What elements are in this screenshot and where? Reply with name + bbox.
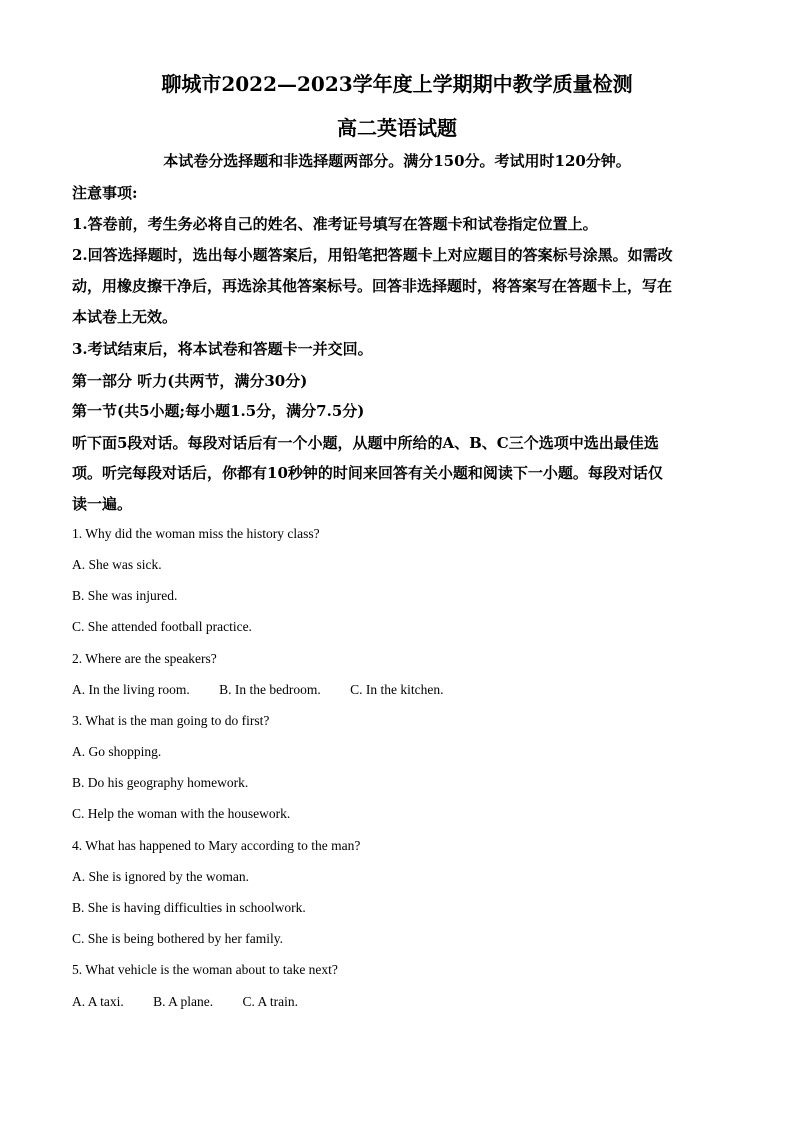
question-1-option-c: C. She attended football practice. bbox=[72, 619, 252, 634]
question-4-option-b: B. She is having difficulties in schoolwork. bbox=[72, 900, 306, 915]
exam-subtitle: 高二英语试题 bbox=[337, 116, 457, 140]
question-2-options bbox=[72, 682, 469, 698]
question-3-option-a: A. Go shopping. bbox=[72, 744, 162, 759]
question-1-option-a: A. She was sick. bbox=[72, 557, 162, 572]
question-4-option-c: C. She is being bothered by her family. bbox=[72, 931, 283, 946]
question-3-option-c: C. Help the woman with the housework. bbox=[72, 806, 291, 821]
question-2-stem: 2. Where are the speakers? bbox=[72, 651, 217, 666]
notes-item-3: 3.考试结束后，将本试卷和答题卡一并交回。 bbox=[72, 340, 373, 358]
question-4-stem: 4. What has happened to Mary according to the man? bbox=[72, 838, 361, 853]
section-part-heading: 第一部分 听力(共两节，满分30分) bbox=[72, 372, 308, 390]
question-5-option-c: C. A train. bbox=[242, 994, 299, 1009]
question-5-option-b: B. A plane. bbox=[153, 994, 214, 1009]
question-3-option-b: B. Do his geography homework. bbox=[72, 775, 249, 790]
exam-page bbox=[72, 0, 722, 1123]
question-2-option-a: A. In the living room. bbox=[72, 682, 190, 697]
question-2-option-b: B. In the bedroom. bbox=[219, 682, 321, 697]
question-5-option-a: A. A taxi. bbox=[72, 994, 124, 1009]
question-2-option-c: C. In the kitchen. bbox=[350, 682, 444, 697]
question-1-option-b: B. She was injured. bbox=[72, 588, 178, 603]
notes-item-2-line-3: 本试卷上无效。 bbox=[72, 308, 178, 326]
notes-heading: 注意事项: bbox=[72, 184, 138, 202]
notes-item-2-line-1 bbox=[72, 244, 712, 265]
section-instruction-line-2: 项。听完每段对话后，你都有10秒钟的时间来回答有关小题和阅读下一小题。每段对话仅 bbox=[72, 464, 663, 482]
question-3-stem: 3. What is the man going to do first? bbox=[72, 713, 270, 728]
exam-info: 本试卷分选择题和非选择题两部分。满分150分。考试用时120分钟。 bbox=[163, 152, 631, 170]
question-4-option-a: A. She is ignored by the woman. bbox=[72, 869, 249, 884]
notes-item-2-line-2: 动，用橡皮擦干净后，再选涂其他答案标号。回答非选择题时，将答案写在答题卡上，写在 bbox=[72, 277, 673, 295]
question-5-options bbox=[72, 994, 324, 1010]
question-1-stem: 1. Why did the woman miss the history class? bbox=[72, 526, 320, 541]
section-instruction-line-1: 听下面5段对话。每段对话后有一个小题，从题中所给的A、B、C三个选项中选出最佳选 bbox=[72, 434, 659, 452]
exam-title: 聊城市2022—2023学年度上学期期中教学质量检测 bbox=[161, 72, 633, 96]
notes-item-2-line-1-text: 2.回答选择题时，选出每小题答案后，用铅笔把答题卡上对应题目的答案标号涂黑。如需改 bbox=[72, 246, 673, 264]
notes-item-1: 1.答卷前，考生务必将自己的姓名、准考证号填写在答题卡和试卷指定位置上。 bbox=[72, 215, 598, 233]
section-sub-heading: 第一节(共5小题;每小题1.5分，满分7.5分) bbox=[72, 402, 365, 420]
section-instruction-line-3: 读一遍。 bbox=[72, 495, 133, 513]
question-5-stem: 5. What vehicle is the woman about to take next? bbox=[72, 962, 338, 977]
